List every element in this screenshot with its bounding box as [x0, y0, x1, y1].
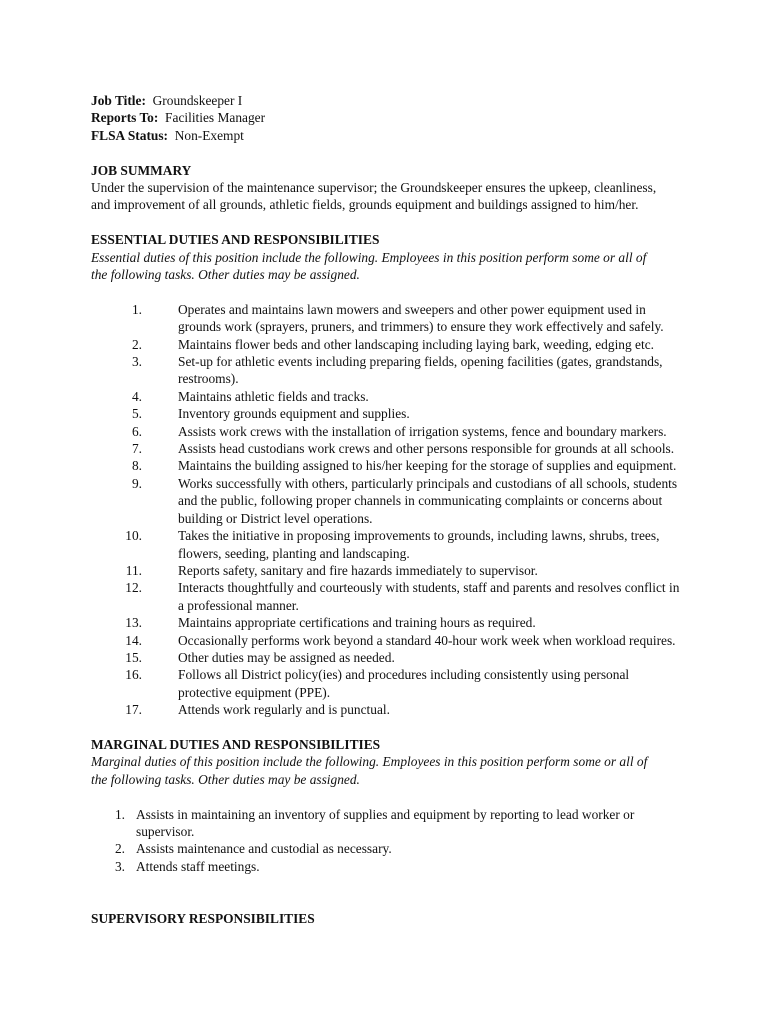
list-item-number: 3.	[131, 354, 142, 370]
list-item-text	[178, 475, 683, 527]
list-item-number: 11.	[125, 562, 142, 578]
list-item-text	[178, 701, 683, 718]
list-item-text	[136, 840, 683, 857]
list-item-line: Maintains the building assigned to his/her keeping for the storage of supplies and equipment.	[178, 458, 677, 474]
list-item-line: flowers, seeding, planting and landscaping.	[178, 545, 410, 561]
list-item	[91, 527, 683, 562]
job-title-value: Groundskeeper I	[152, 93, 243, 108]
essential-duties-list	[91, 301, 683, 719]
job-summary-heading: JOB SUMMARY	[91, 162, 192, 178]
list-item-text	[178, 353, 683, 388]
list-item-number: 13.	[125, 615, 142, 631]
list-item-number: 7.	[131, 441, 142, 457]
job-header	[91, 92, 683, 144]
list-item-number: 10.	[125, 528, 142, 544]
list-item-text	[178, 562, 683, 579]
list-item	[91, 840, 683, 857]
list-item-line: Maintains appropriate certifications and training hours as required.	[178, 615, 536, 631]
document-page	[91, 92, 683, 927]
job-title-line	[91, 92, 683, 109]
list-item-text	[178, 632, 683, 649]
supervisory-heading: SUPERVISORY RESPONSIBILITIES	[91, 911, 315, 926]
list-item-line: Inventory grounds equipment and supplies.	[178, 406, 410, 422]
list-item	[91, 301, 683, 336]
list-item-number: 2.	[114, 841, 125, 857]
marginal-duties-heading: MARGINAL DUTIES AND RESPONSIBILITIES	[91, 736, 381, 752]
list-item-line: Assists maintenance and custodial as necessary.	[136, 841, 392, 857]
list-item	[91, 440, 683, 457]
essential-duties-intro-line: Essential duties of this position include the following. Employees in this position perform some or all of	[91, 249, 647, 265]
list-item-line: a professional manner.	[178, 597, 299, 613]
list-item-line: Attends work regularly and is punctual.	[178, 702, 390, 718]
reports-to-value: Facilities Manager	[165, 110, 266, 126]
list-item	[91, 336, 683, 353]
job-summary-section	[91, 162, 683, 214]
list-item-number: 15.	[125, 649, 142, 665]
list-item-line: Other duties may be assigned as needed.	[178, 649, 395, 665]
list-item	[91, 632, 683, 649]
list-item	[91, 388, 683, 405]
list-item-number: 1.	[114, 806, 125, 822]
list-item	[91, 614, 683, 631]
list-item-line: grounds work (sprayers, pruners, and trimmers) to ensure they work effectively and safely.	[178, 319, 664, 335]
marginal-duties-intro-line: the following tasks. Other duties may be assigned.	[91, 771, 360, 787]
list-item-text	[136, 858, 683, 875]
list-item-number: 3.	[114, 858, 125, 874]
list-item-line: Set-up for athletic events including preparing fields, opening facilities (gates, grandstands,	[178, 354, 663, 370]
reports-to-label: Reports To:	[91, 110, 159, 126]
list-item-line: Works successfully with others, particularly principals and custodians of all schools, students	[178, 475, 678, 491]
list-item-line: Maintains athletic fields and tracks.	[178, 388, 369, 404]
list-item-line: Assists in maintaining an inventory of supplies and equipment by reporting to lead worker or	[136, 806, 635, 822]
list-item-line: Follows all District policy(ies) and procedures including consistently using personal	[178, 667, 630, 683]
list-item-line: Operates and maintains lawn mowers and sweepers and other power equipment used in	[178, 301, 646, 317]
list-item-number: 4.	[131, 388, 142, 404]
list-item-text	[178, 336, 683, 353]
list-item-number: 1.	[131, 301, 142, 317]
list-item-line: Takes the initiative in proposing improvements to grounds, including lawns, shrubs, trees,	[178, 528, 660, 544]
list-item-line: Interacts thoughtfully and courteously with students, staff and parents and resolves conflict in	[178, 580, 680, 596]
list-item-text	[136, 806, 683, 841]
list-item-number: 16.	[125, 667, 142, 683]
list-item-line: and the public, following proper channels in communicating complaints or concerns about	[178, 493, 663, 509]
list-item-line: protective equipment (PPE).	[178, 684, 331, 700]
list-item-number: 12.	[125, 580, 142, 596]
list-item-line: Assists work crews with the installation of irrigation systems, fence and boundary markers.	[178, 423, 667, 439]
list-item-number: 17.	[125, 702, 142, 718]
list-item-number: 9.	[131, 475, 142, 491]
list-item-text	[178, 440, 683, 457]
list-item	[91, 423, 683, 440]
marginal-duties-intro-line: Marginal duties of this position include the following. Employees in this position perform some or all of	[91, 754, 648, 770]
list-item	[91, 649, 683, 666]
essential-duties-intro-line: the following tasks. Other duties may be assigned.	[91, 267, 360, 283]
list-item-text	[178, 666, 683, 701]
list-item-line: building or District level operations.	[178, 510, 373, 526]
list-item	[91, 666, 683, 701]
marginal-duties-section	[91, 736, 683, 875]
list-item-text	[178, 614, 683, 631]
list-item-text	[178, 649, 683, 666]
list-item	[91, 353, 683, 388]
list-item	[91, 579, 683, 614]
list-item-number: 8.	[131, 458, 142, 474]
list-item	[91, 858, 683, 875]
reports-to-line	[91, 109, 683, 126]
list-item-text	[178, 579, 683, 614]
list-item	[91, 457, 683, 474]
job-title-label: Job Title:	[91, 93, 146, 108]
marginal-duties-list	[91, 806, 683, 876]
flsa-status-line	[91, 127, 683, 144]
list-item-text	[178, 405, 683, 422]
job-summary-text-line: Under the supervision of the maintenance supervisor; the Groundskeeper ensures the upkeep, cleanliness,	[91, 180, 657, 196]
list-item-line: Attends staff meetings.	[136, 858, 260, 874]
flsa-status-value: Non-Exempt	[174, 127, 244, 143]
essential-duties-section	[91, 231, 683, 718]
list-item	[91, 701, 683, 718]
list-item-text	[178, 423, 683, 440]
list-item	[91, 562, 683, 579]
list-item	[91, 806, 683, 841]
list-item-line: Maintains flower beds and other landscaping including laying bark, weeding, edging etc.	[178, 336, 654, 352]
list-item-number: 6.	[131, 423, 142, 439]
essential-duties-heading: ESSENTIAL DUTIES AND RESPONSIBILITIES	[91, 232, 380, 248]
list-item-line: Assists head custodians work crews and other persons responsible for grounds at all schools.	[178, 441, 675, 457]
list-item-text	[178, 301, 683, 336]
list-item-text	[178, 388, 683, 405]
list-item-line: restrooms).	[178, 371, 239, 387]
list-item-line: Reports safety, sanitary and fire hazards immediately to supervisor.	[178, 562, 538, 578]
job-summary-text-line: and improvement of all grounds, athletic fields, grounds equipment and buildings assigned to him/her.	[91, 197, 639, 213]
list-item-number: 14.	[125, 632, 142, 648]
list-item-line: supervisor.	[136, 823, 195, 839]
list-item-number: 2.	[131, 336, 142, 352]
list-item-line: Occasionally performs work beyond a standard 40-hour work week when workload requires.	[178, 632, 676, 648]
list-item	[91, 475, 683, 527]
list-item-text	[178, 527, 683, 562]
list-item-number: 5.	[131, 406, 142, 422]
list-item	[91, 405, 683, 422]
list-item-text	[178, 457, 683, 474]
flsa-status-label: FLSA Status:	[91, 127, 169, 143]
